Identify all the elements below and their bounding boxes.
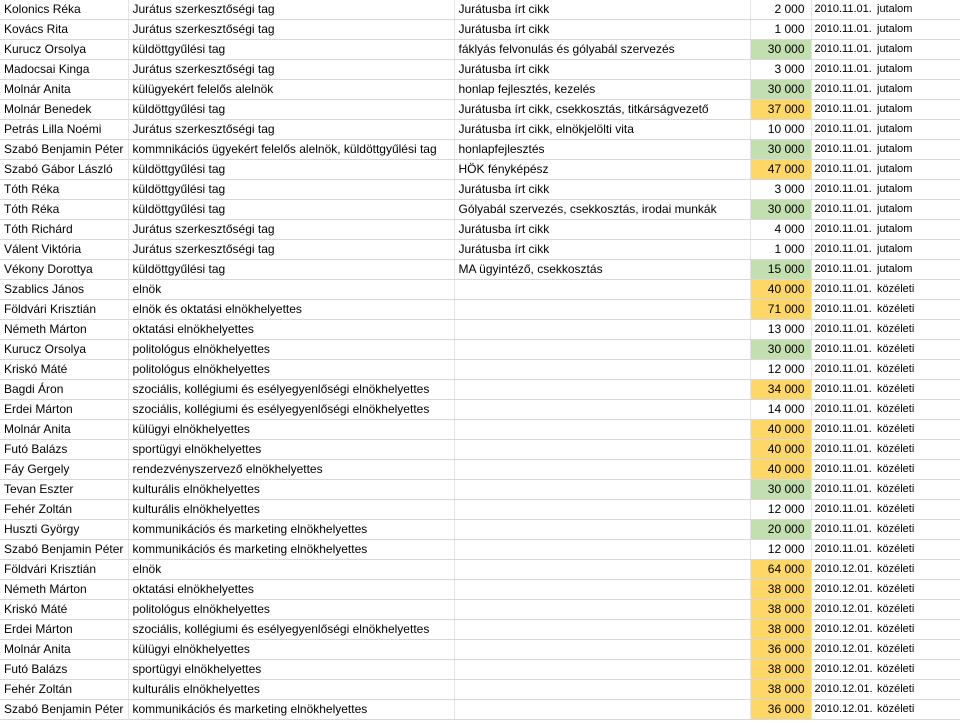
amount-cell[interactable]: 30 000 xyxy=(750,80,811,100)
type-cell[interactable]: közéleti xyxy=(877,400,960,420)
role-cell[interactable]: oktatási elnökhelyettes xyxy=(128,580,454,600)
date-cell[interactable]: 2010.11.01. xyxy=(811,460,877,480)
description-cell[interactable] xyxy=(454,620,750,640)
description-cell[interactable] xyxy=(454,640,750,660)
table-row xyxy=(0,440,960,460)
amount-cell[interactable]: 37 000 xyxy=(750,100,811,120)
role-cell[interactable]: küldöttgyűlési tag xyxy=(128,180,454,200)
date-cell[interactable]: 2010.11.01. xyxy=(811,220,877,240)
amount-cell[interactable]: 40 000 xyxy=(750,440,811,460)
name-cell[interactable]: Tóth Richárd xyxy=(0,220,128,240)
amount-cell[interactable]: 12 000 xyxy=(750,360,811,380)
table-row xyxy=(0,460,960,480)
amount-cell[interactable]: 30 000 xyxy=(750,140,811,160)
table-row xyxy=(0,60,960,80)
name-cell[interactable]: Erdei Márton xyxy=(0,400,128,420)
amount-cell[interactable]: 3 000 xyxy=(750,60,811,80)
role-cell[interactable]: szociális, kollégiumi és esélyegyenlőségi elnökhelyettes xyxy=(128,400,454,420)
role-cell[interactable]: Jurátus szerkesztőségi tag xyxy=(128,240,454,260)
amount-cell[interactable]: 36 000 xyxy=(750,640,811,660)
description-cell[interactable]: Jurátusba írt cikk xyxy=(454,0,750,20)
type-cell[interactable]: közéleti xyxy=(877,320,960,340)
date-cell[interactable]: 2010.11.01. xyxy=(811,120,877,140)
name-cell[interactable]: Vékony Dorottya xyxy=(0,260,128,280)
table-row xyxy=(0,480,960,500)
date-cell[interactable]: 2010.11.01. xyxy=(811,180,877,200)
amount-cell[interactable]: 36 000 xyxy=(750,700,811,720)
date-cell[interactable]: 2010.11.01. xyxy=(811,480,877,500)
table-row xyxy=(0,300,960,320)
table-row xyxy=(0,200,960,220)
date-cell[interactable]: 2010.11.01. xyxy=(811,160,877,180)
table-row xyxy=(0,620,960,640)
type-cell[interactable]: közéleti xyxy=(877,420,960,440)
name-cell[interactable]: Fáy Gergely xyxy=(0,460,128,480)
date-cell[interactable]: 2010.11.01. xyxy=(811,240,877,260)
name-cell[interactable]: Kriskó Máté xyxy=(0,600,128,620)
name-cell[interactable]: Kurucz Orsolya xyxy=(0,340,128,360)
date-cell[interactable]: 2010.11.01. xyxy=(811,20,877,40)
role-cell[interactable]: kommunikációs és marketing elnökhelyettes xyxy=(128,520,454,540)
name-cell[interactable]: Molnár Anita xyxy=(0,640,128,660)
role-cell[interactable]: küldöttgyűlési tag xyxy=(128,260,454,280)
role-cell[interactable]: politológus elnökhelyettes xyxy=(128,360,454,380)
date-cell[interactable]: 2010.11.01. xyxy=(811,140,877,160)
amount-cell[interactable]: 30 000 xyxy=(750,340,811,360)
date-cell[interactable]: 2010.11.01. xyxy=(811,520,877,540)
table-row xyxy=(0,660,960,680)
table-row xyxy=(0,180,960,200)
type-cell[interactable]: közéleti xyxy=(877,680,960,700)
table-row xyxy=(0,560,960,580)
description-cell[interactable] xyxy=(454,700,750,720)
role-cell[interactable]: sportügyi elnökhelyettes xyxy=(128,660,454,680)
description-cell[interactable] xyxy=(454,420,750,440)
description-cell[interactable] xyxy=(454,380,750,400)
date-cell[interactable]: 2010.12.01. xyxy=(811,600,877,620)
role-cell[interactable]: sportügyi elnökhelyettes xyxy=(128,440,454,460)
amount-cell[interactable]: 38 000 xyxy=(750,660,811,680)
table-row xyxy=(0,40,960,60)
date-cell[interactable]: 2010.11.01. xyxy=(811,280,877,300)
amount-cell[interactable]: 38 000 xyxy=(750,580,811,600)
description-cell[interactable] xyxy=(454,600,750,620)
role-cell[interactable]: külügyekért felelős alelnök xyxy=(128,80,454,100)
table-row xyxy=(0,400,960,420)
name-cell[interactable]: Fehér Zoltán xyxy=(0,500,128,520)
description-cell[interactable]: Jurátusba írt cikk xyxy=(454,20,750,40)
description-cell[interactable] xyxy=(454,340,750,360)
amount-cell[interactable]: 30 000 xyxy=(750,480,811,500)
role-cell[interactable]: oktatási elnökhelyettes xyxy=(128,320,454,340)
description-cell[interactable]: Jurátusba írt cikk xyxy=(454,180,750,200)
amount-cell[interactable]: 38 000 xyxy=(750,620,811,640)
type-cell[interactable]: jutalom xyxy=(877,200,960,220)
description-cell[interactable] xyxy=(454,580,750,600)
date-cell[interactable]: 2010.11.01. xyxy=(811,440,877,460)
table-row xyxy=(0,640,960,660)
table-row xyxy=(0,260,960,280)
amount-cell[interactable]: 2 000 xyxy=(750,0,811,20)
description-cell[interactable] xyxy=(454,320,750,340)
role-cell[interactable]: kulturális elnökhelyettes xyxy=(128,500,454,520)
role-cell[interactable]: Jurátus szerkesztőségi tag xyxy=(128,120,454,140)
amount-cell[interactable]: 71 000 xyxy=(750,300,811,320)
description-cell[interactable]: Jurátusba írt cikk xyxy=(454,240,750,260)
type-cell[interactable]: közéleti xyxy=(877,360,960,380)
table-row xyxy=(0,320,960,340)
date-cell[interactable]: 2010.11.01. xyxy=(811,340,877,360)
amount-cell[interactable]: 47 000 xyxy=(750,160,811,180)
name-cell[interactable]: Szabó Gábor László xyxy=(0,160,128,180)
type-cell[interactable]: közéleti xyxy=(877,460,960,480)
type-cell[interactable]: jutalom xyxy=(877,120,960,140)
table-row xyxy=(0,80,960,100)
table-row xyxy=(0,700,960,720)
type-cell[interactable]: jutalom xyxy=(877,40,960,60)
table-row xyxy=(0,340,960,360)
description-cell[interactable]: Jurátusba írt cikk, csekkosztás, titkárságvezető xyxy=(454,100,750,120)
name-cell[interactable]: Bagdi Áron xyxy=(0,380,128,400)
date-cell[interactable]: 2010.11.01. xyxy=(811,540,877,560)
date-cell[interactable]: 2010.11.01. xyxy=(811,100,877,120)
amount-cell[interactable]: 30 000 xyxy=(750,200,811,220)
name-cell[interactable]: Szabó Benjamin Péter xyxy=(0,700,128,720)
date-cell[interactable]: 2010.11.01. xyxy=(811,500,877,520)
name-cell[interactable]: Földvári Krisztián xyxy=(0,300,128,320)
description-cell[interactable]: HÖK fényképész xyxy=(454,160,750,180)
amount-cell[interactable]: 38 000 xyxy=(750,600,811,620)
amount-cell[interactable]: 4 000 xyxy=(750,220,811,240)
description-cell[interactable]: fáklyás felvonulás és gólyabál szervezés xyxy=(454,40,750,60)
name-cell[interactable]: Molnár Anita xyxy=(0,420,128,440)
role-cell[interactable]: küldöttgyűlési tag xyxy=(128,160,454,180)
role-cell[interactable]: rendezvényszervező elnökhelyettes xyxy=(128,460,454,480)
role-cell[interactable]: elnök xyxy=(128,560,454,580)
amount-cell[interactable]: 12 000 xyxy=(750,500,811,520)
name-cell[interactable]: Petrás Lilla Noémi xyxy=(0,120,128,140)
table-row xyxy=(0,220,960,240)
name-cell[interactable]: Tóth Réka xyxy=(0,200,128,220)
amount-cell[interactable]: 38 000 xyxy=(750,680,811,700)
description-cell[interactable]: Jurátusba írt cikk, elnökjelölti vita xyxy=(454,120,750,140)
type-cell[interactable]: jutalom xyxy=(877,220,960,240)
role-cell[interactable]: Jurátus szerkesztőségi tag xyxy=(128,0,454,20)
name-cell[interactable]: Kolonics Réka xyxy=(0,0,128,20)
type-cell[interactable]: közéleti xyxy=(877,560,960,580)
amount-cell[interactable]: 3 000 xyxy=(750,180,811,200)
type-cell[interactable]: közéleti xyxy=(877,280,960,300)
amount-cell[interactable]: 64 000 xyxy=(750,560,811,580)
type-cell[interactable]: jutalom xyxy=(877,60,960,80)
type-cell[interactable]: közéleti xyxy=(877,480,960,500)
amount-cell[interactable]: 15 000 xyxy=(750,260,811,280)
type-cell[interactable]: közéleti xyxy=(877,700,960,720)
table-row xyxy=(0,500,960,520)
name-cell[interactable]: Futó Balázs xyxy=(0,440,128,460)
description-cell[interactable] xyxy=(454,680,750,700)
description-cell[interactable]: honlap fejlesztés, kezelés xyxy=(454,80,750,100)
table-row xyxy=(0,360,960,380)
type-cell[interactable]: közéleti xyxy=(877,520,960,540)
role-cell[interactable]: szociális, kollégiumi és esélyegyenlőségi elnökhelyettes xyxy=(128,620,454,640)
amount-cell[interactable]: 30 000 xyxy=(750,40,811,60)
table-row xyxy=(0,280,960,300)
amount-cell[interactable]: 12 000 xyxy=(750,540,811,560)
type-cell[interactable]: jutalom xyxy=(877,160,960,180)
date-cell[interactable]: 2010.12.01. xyxy=(811,580,877,600)
role-cell[interactable]: politológus elnökhelyettes xyxy=(128,340,454,360)
type-cell[interactable]: közéleti xyxy=(877,540,960,560)
date-cell[interactable]: 2010.11.01. xyxy=(811,380,877,400)
name-cell[interactable]: Tevan Eszter xyxy=(0,480,128,500)
table-row xyxy=(0,160,960,180)
type-cell[interactable]: közéleti xyxy=(877,300,960,320)
date-cell[interactable]: 2010.11.01. xyxy=(811,200,877,220)
date-cell[interactable]: 2010.11.01. xyxy=(811,360,877,380)
name-cell[interactable]: Molnár Anita xyxy=(0,80,128,100)
date-cell[interactable]: 2010.11.01. xyxy=(811,320,877,340)
name-cell[interactable]: Szabó Benjamin Péter xyxy=(0,140,128,160)
amount-cell[interactable]: 1 000 xyxy=(750,240,811,260)
type-cell[interactable]: közéleti xyxy=(877,620,960,640)
role-cell[interactable]: kulturális elnökhelyettes xyxy=(128,680,454,700)
role-cell[interactable]: küldöttgyűlési tag xyxy=(128,200,454,220)
role-cell[interactable]: külügyi elnökhelyettes xyxy=(128,420,454,440)
role-cell[interactable]: külügyi elnökhelyettes xyxy=(128,640,454,660)
date-cell[interactable]: 2010.11.01. xyxy=(811,300,877,320)
description-cell[interactable] xyxy=(454,400,750,420)
description-cell[interactable] xyxy=(454,540,750,560)
type-cell[interactable]: jutalom xyxy=(877,180,960,200)
description-cell[interactable] xyxy=(454,500,750,520)
date-cell[interactable]: 2010.12.01. xyxy=(811,640,877,660)
table-row xyxy=(0,600,960,620)
amount-cell[interactable]: 14 000 xyxy=(750,400,811,420)
date-cell[interactable]: 2010.11.01. xyxy=(811,80,877,100)
type-cell[interactable]: jutalom xyxy=(877,240,960,260)
table-row xyxy=(0,120,960,140)
role-cell[interactable]: szociális, kollégiumi és esélyegyenlőségi elnökhelyettes xyxy=(128,380,454,400)
date-cell[interactable]: 2010.11.01. xyxy=(811,260,877,280)
description-cell[interactable] xyxy=(454,520,750,540)
description-cell[interactable]: Jurátusba írt cikk xyxy=(454,220,750,240)
date-cell[interactable]: 2010.11.01. xyxy=(811,60,877,80)
type-cell[interactable]: közéleti xyxy=(877,380,960,400)
type-cell[interactable]: közéleti xyxy=(877,580,960,600)
role-cell[interactable]: kulturális elnökhelyettes xyxy=(128,480,454,500)
role-cell[interactable]: kommunikációs és marketing elnökhelyettes xyxy=(128,700,454,720)
role-cell[interactable]: küldöttgyűlési tag xyxy=(128,40,454,60)
table-row xyxy=(0,240,960,260)
table-row xyxy=(0,380,960,400)
amount-cell[interactable]: 20 000 xyxy=(750,520,811,540)
description-cell[interactable]: Gólyabál szervezés, csekkosztás, irodai munkák xyxy=(454,200,750,220)
name-cell[interactable]: Földvári Krisztián xyxy=(0,560,128,580)
type-cell[interactable]: közéleti xyxy=(877,340,960,360)
type-cell[interactable]: közéleti xyxy=(877,660,960,680)
amount-cell[interactable]: 40 000 xyxy=(750,280,811,300)
date-cell[interactable]: 2010.12.01. xyxy=(811,560,877,580)
role-cell[interactable]: Jurátus szerkesztőségi tag xyxy=(128,20,454,40)
type-cell[interactable]: jutalom xyxy=(877,260,960,280)
role-cell[interactable]: elnök és oktatási elnökhelyettes xyxy=(128,300,454,320)
role-cell[interactable]: Jurátus szerkesztőségi tag xyxy=(128,60,454,80)
date-cell[interactable]: 2010.12.01. xyxy=(811,680,877,700)
name-cell[interactable]: Szablics János xyxy=(0,280,128,300)
name-cell[interactable]: Németh Márton xyxy=(0,320,128,340)
role-cell[interactable]: Jurátus szerkesztőségi tag xyxy=(128,220,454,240)
role-cell[interactable]: kommnikációs ügyekért felelős alelnök, küldöttgyűlési tag xyxy=(128,140,454,160)
name-cell[interactable]: Molnár Benedek xyxy=(0,100,128,120)
table-row xyxy=(0,680,960,700)
amount-cell[interactable]: 40 000 xyxy=(750,420,811,440)
role-cell[interactable]: kommunikációs és marketing elnökhelyettes xyxy=(128,540,454,560)
date-cell[interactable]: 2010.11.01. xyxy=(811,420,877,440)
date-cell[interactable]: 2010.11.01. xyxy=(811,400,877,420)
table-row xyxy=(0,100,960,120)
name-cell[interactable]: Válent Viktória xyxy=(0,240,128,260)
table-row xyxy=(0,420,960,440)
type-cell[interactable]: közéleti xyxy=(877,640,960,660)
description-cell[interactable] xyxy=(454,300,750,320)
name-cell[interactable]: Futó Balázs xyxy=(0,660,128,680)
name-cell[interactable]: Huszti György xyxy=(0,520,128,540)
role-cell[interactable]: elnök xyxy=(128,280,454,300)
table-row xyxy=(0,140,960,160)
table-row xyxy=(0,0,960,20)
amount-cell[interactable]: 1 000 xyxy=(750,20,811,40)
table-row xyxy=(0,20,960,40)
name-cell[interactable]: Madocsai Kinga xyxy=(0,60,128,80)
description-cell[interactable] xyxy=(454,560,750,580)
type-cell[interactable]: közéleti xyxy=(877,440,960,460)
amount-cell[interactable]: 34 000 xyxy=(750,380,811,400)
date-cell[interactable]: 2010.11.01. xyxy=(811,0,877,20)
description-cell[interactable]: Jurátusba írt cikk xyxy=(454,60,750,80)
role-cell[interactable]: küldöttgyűlési tag xyxy=(128,100,454,120)
date-cell[interactable]: 2010.12.01. xyxy=(811,660,877,680)
name-cell[interactable]: Kovács Rita xyxy=(0,20,128,40)
name-cell[interactable]: Kriskó Máté xyxy=(0,360,128,380)
description-cell[interactable] xyxy=(454,440,750,460)
name-cell[interactable]: Fehér Zoltán xyxy=(0,680,128,700)
date-cell[interactable]: 2010.11.01. xyxy=(811,40,877,60)
amount-cell[interactable]: 10 000 xyxy=(750,120,811,140)
date-cell[interactable]: 2010.12.01. xyxy=(811,700,877,720)
table-row xyxy=(0,540,960,560)
table-row xyxy=(0,580,960,600)
type-cell[interactable]: jutalom xyxy=(877,80,960,100)
role-cell[interactable]: politológus elnökhelyettes xyxy=(128,600,454,620)
description-cell[interactable] xyxy=(454,460,750,480)
name-cell[interactable]: Erdei Márton xyxy=(0,620,128,640)
description-cell[interactable] xyxy=(454,360,750,380)
description-cell[interactable] xyxy=(454,480,750,500)
type-cell[interactable]: közéleti xyxy=(877,600,960,620)
name-cell[interactable]: Tóth Réka xyxy=(0,180,128,200)
description-cell[interactable]: MA ügyintéző, csekkosztás xyxy=(454,260,750,280)
type-cell[interactable]: jutalom xyxy=(877,0,960,20)
table-row xyxy=(0,520,960,540)
type-cell[interactable]: jutalom xyxy=(877,140,960,160)
date-cell[interactable]: 2010.12.01. xyxy=(811,620,877,640)
type-cell[interactable]: közéleti xyxy=(877,500,960,520)
amount-cell[interactable]: 40 000 xyxy=(750,460,811,480)
name-cell[interactable]: Németh Márton xyxy=(0,580,128,600)
description-cell[interactable] xyxy=(454,660,750,680)
amount-cell[interactable]: 13 000 xyxy=(750,320,811,340)
description-cell[interactable]: honlapfejlesztés xyxy=(454,140,750,160)
type-cell[interactable]: jutalom xyxy=(877,20,960,40)
name-cell[interactable]: Kurucz Orsolya xyxy=(0,40,128,60)
description-cell[interactable] xyxy=(454,280,750,300)
name-cell[interactable]: Szabó Benjamin Péter xyxy=(0,540,128,560)
type-cell[interactable]: jutalom xyxy=(877,100,960,120)
